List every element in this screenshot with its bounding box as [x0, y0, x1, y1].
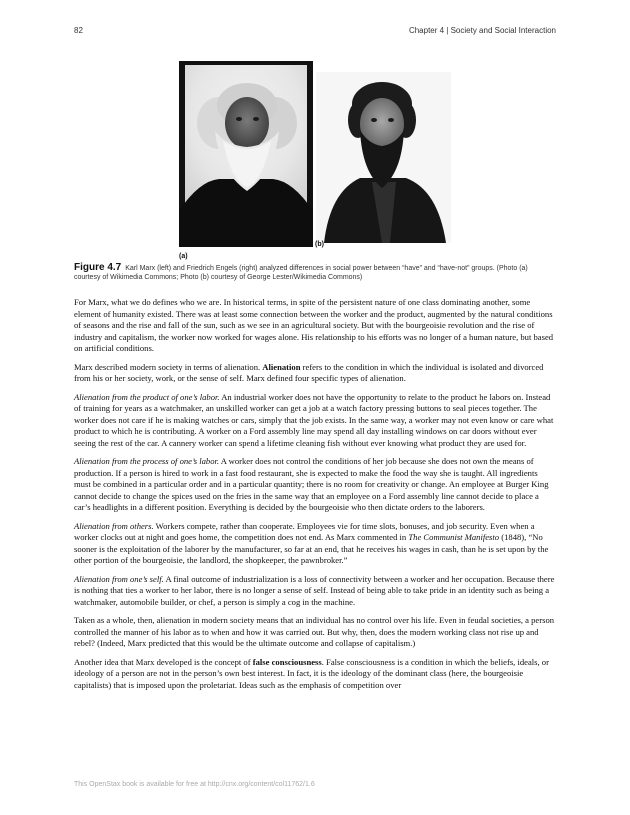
paragraph-lead: Alienation from one’s self. — [74, 573, 164, 584]
photo-b-label: (b) — [315, 241, 324, 248]
key-term: false consciousness — [252, 656, 322, 667]
paragraph-lead: Alienation from others. — [74, 520, 154, 531]
figure-caption — [74, 263, 556, 283]
page-number: 82 — [74, 26, 83, 35]
key-term: Alienation — [262, 361, 301, 372]
paragraph: Marx described modern society in terms of alienation. Alienation refers to the condition in which the individual is isolated and divorced from his or her society, work, or the sense of self. Marx defined four specific types of alienation. — [74, 361, 544, 383]
paragraph: Alienation from the product of one’s labor. An industrial worker does not have the opportunity to relate to the product he labors on. Instead of training for years as a watchmaker, an unskilled worker can get a job at a watch factory pressing buttons to seal pieces together. The worker does not care if he is making watches or cars, simply that the job exists. In the same way, a worker may not even know or care what product to which he is contributing. A worker on a Ford assembly line may spend all day installing windows on car doors without ever seeing the rest of the car. A cannery worker can spend a lifetime cleaning fish without ever knowing what product they are used for. — [74, 391, 554, 448]
paragraph: Alienation from one’s self. A final outcome of industrialization is a loss of connectivity between a worker and her occupation. Because there is nothing that ties a worker to her labor, there is no longer a sense of self. Instead of being able to take pride in an identity such as being a watchmaker, automobile builder, or chef, a person is simply a cog in the machine. — [74, 573, 555, 607]
paragraph: For Marx, what we do defines who we are. In historical terms, in spite of the persistent nature of one class dominating another, some element of humanity existed. There was at least some connection between the worker and the product, augmented by the natural conditions of seasons and the rise and fall of the sun, such as we see in an agricultural society. But with the bourgeoisie revolution and the rise of industry and capitalism, the worker now worked for wages alone. His relationship to his efforts was no longer of a human nature, but based on artificial conditions. — [74, 297, 554, 353]
engels-photo — [316, 72, 451, 243]
paragraph: Alienation from the process of one’s labor. A worker does not control the conditions of her job because she does not own the means of production. If a person is hired to work in a fast food restaurant, she is expected to make the food the way she is taught. All ingredients must be combined in a particular order and in a particular quantity; there is no room for creativity or change. An employee at Burger King cannot decide to change the spices used on the fries in the same way that an employee on a Ford assembly line cannot decide to place a car’s headlights in a different position. Everything is decided by the bourgeoisie who then dictate orders to the laborers. — [74, 456, 549, 512]
marx-photo — [179, 61, 313, 247]
paragraph: Alienation from others. Workers compete, rather than cooperate. Employees vie for time slots, bonuses, and job security. Even when a worker clocks out at night and goes home, the competition does not end. As Marx commented in The Communist Manifesto (1848), “No sooner is the exploitation of the laborer by the manufacturer, so far at an end, that he receives his wages in cash, than he is set upon by the other portion of the bourgeoisie, the landlord, the shopkeeper, the pawnbroker.” — [74, 520, 549, 565]
paragraph: Another idea that Marx developed is the concept of false consciousness. False consciousness is a condition in which the beliefs, ideals, or ideology of a person are not in the person’s own best interest. In fact, it is the ideology of the dominant class (here, the bourgeoisie capitalists) that is imposed upon the proletariat. Ideas such as the emphasis of competition over — [74, 656, 549, 690]
paragraph-lead: Alienation from the product of one’s labor. — [74, 391, 220, 402]
book-title: The Communist Manifesto — [408, 532, 500, 542]
figure-number: Figure 4.7 — [74, 262, 122, 273]
footer-notice: This OpenStax book is available for free at http://cnx.org/content/col11762/1.6 — [74, 781, 315, 788]
chapter-title: Chapter 4 | Society and Social Interaction — [408, 26, 556, 35]
figure-caption-text: Karl Marx (left) and Friedrich Engels (right) analyzed differences in social power between “have” and “have-not” groups. (Photo (a) courtesy of Wikimedia Commons; Photo (b) courtesy of George Lester/Wikimedia Commons) — [74, 265, 528, 282]
paragraph-lead: Alienation from the process of one’s labor. — [74, 456, 220, 466]
paragraph: Taken as a whole, then, alienation in modern society means that an individual has no control over his life. Even in feudal societies, a person controlled the manner of his labor as to when and how it was carried out. But why, then, does the modern working class not rise up and rebel? (Indeed, Marx predicted that this would be the ultimate outcome and collapse of capitalism.) — [74, 615, 555, 648]
body-text — [74, 297, 556, 698]
photo-a-label: (a) — [179, 253, 188, 260]
